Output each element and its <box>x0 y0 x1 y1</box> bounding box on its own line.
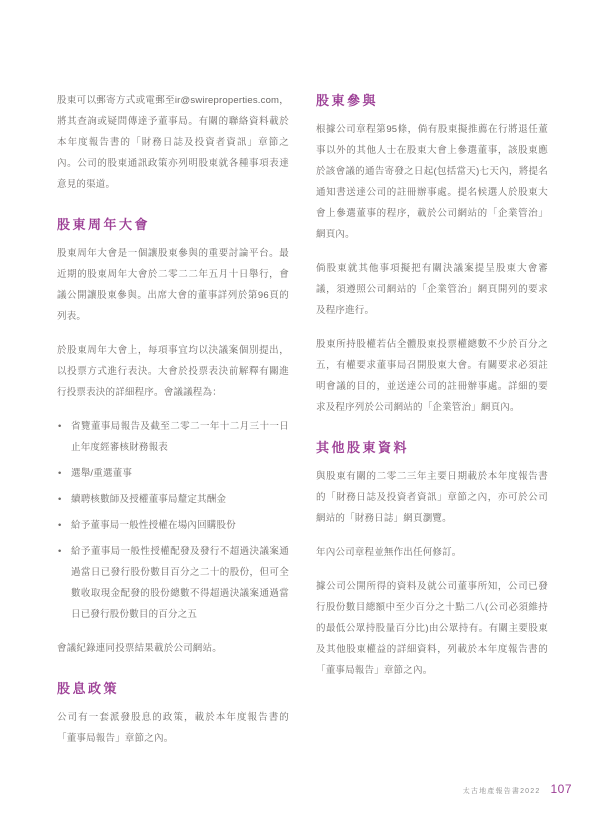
agm-paragraph-2: 於股東周年大會上，每項事宜均以決議案個別提出，以投票方式進行表決。大會於投票表決前解釋有關進行投票表決的詳細程序。會議議程為： <box>57 345 289 398</box>
section-dividend-policy <box>57 681 289 749</box>
agm-paragraph-3: 會議紀錄連同投票結果載於公司網站。 <box>57 643 222 654</box>
other-info-paragraph-2: 年內公司章程並無作出任何修訂。 <box>316 547 462 558</box>
left-column <box>57 90 289 762</box>
right-column <box>316 90 548 762</box>
agenda-item: • 續聘核數師及授權董事局釐定其酬金 <box>57 489 289 510</box>
participation-paragraph-1: 根據公司章程第95條，倘有股東擬推薦在行將退任董事以外的其他人士在股東大會上參選董事，該股東應於該會議的通告寄發之日起(包括當天)七天內，將提名通知書送達公司的註冊辦事處。提名候選人於股東大會上參選董事的程序，載於公司網站的「企業管治」網頁內。 <box>316 124 548 240</box>
section-agm <box>57 217 289 659</box>
other-info-paragraph-1: 與股東有關的二零二三年主要日期載於本年度報告書的「財務日誌及投資者資訊」章節之內，亦可於公司網站的「財務日誌」網頁瀏覽。 <box>316 471 548 524</box>
agenda-item: • 給予董事局一般性授權配發及發行不超過決議案通過當日已發行股份數目百分之二十的股份，但可全數收取現金配發的股份總數不得超過決議案通過當日已發行股份數目的百分之五 <box>57 541 289 625</box>
page-number: 107 <box>550 782 572 796</box>
other-info-paragraph-3: 據公司公開所得的資料及就公司董事所知，公司已發行股份數目總額中至少百分之十點二八(公司必須維持的最低公眾持股量百分比)由公眾持有。有關主要股東及其他股東權益的詳細資料，列載於本年度報告書的「董事局報告」章節之內。 <box>316 581 548 676</box>
section-heading-dividend-policy: 股息政策 <box>57 681 120 696</box>
section-heading-agm: 股東周年大會 <box>57 217 151 232</box>
page-footer <box>463 782 572 796</box>
agm-agenda-list <box>57 416 289 625</box>
section-heading-other-info: 其他股東資料 <box>316 440 410 455</box>
section-heading-participation: 股東參與 <box>316 93 379 108</box>
agenda-item: • 省覽董事局報告及截至二零二一年十二月三十一日止年度經審核財務報表 <box>57 416 289 458</box>
dividend-policy-paragraph: 公司有一套派發股息的政策，載於本年度報告書的「董事局報告」章節之內。 <box>57 712 289 744</box>
agenda-item: • 選舉/重選董事 <box>57 463 289 484</box>
participation-paragraph-3: 股東所持股權若佔全體股東投票權總數不少於百分之五，有權要求董事局召開股東大會。有關要求必須註明會議的目的，並送達公司的註冊辦事處。詳細的要求及程序列於公司網站的「企業管治」網頁內。 <box>316 339 548 413</box>
agenda-item: • 給予董事局一般性授權在場內回購股份 <box>57 515 289 536</box>
report-title: 太古地產報告書2022 <box>462 788 541 795</box>
participation-paragraph-2: 倘股東就其他事項擬把有關決議案提呈股東大會審議，須遵照公司網站的「企業管治」網頁開列的要求及程序進行。 <box>316 263 548 316</box>
content-columns <box>57 90 573 762</box>
agm-paragraph-1: 股東周年大會是一個讓股東參與的重要討論平台。最近期的股東周年大會於二零二二年五月十日舉行，會議公開讓股東參與。出席大會的董事詳列於第96頁的列表。 <box>57 248 289 322</box>
shareholder-contact-paragraph: 股東可以郵寄方式或電郵至ir@swireproperties.com，將其查詢或疑問傳達予董事局。有關的聯絡資料載於本年度報告書的「財務日誌及投資者資訊」章節之內。公司的股東通訊政策亦列明股東就各種事項表達意見的渠道。 <box>57 95 289 190</box>
section-shareholder-participation <box>316 93 548 418</box>
section-other-shareholder-info <box>316 440 548 681</box>
